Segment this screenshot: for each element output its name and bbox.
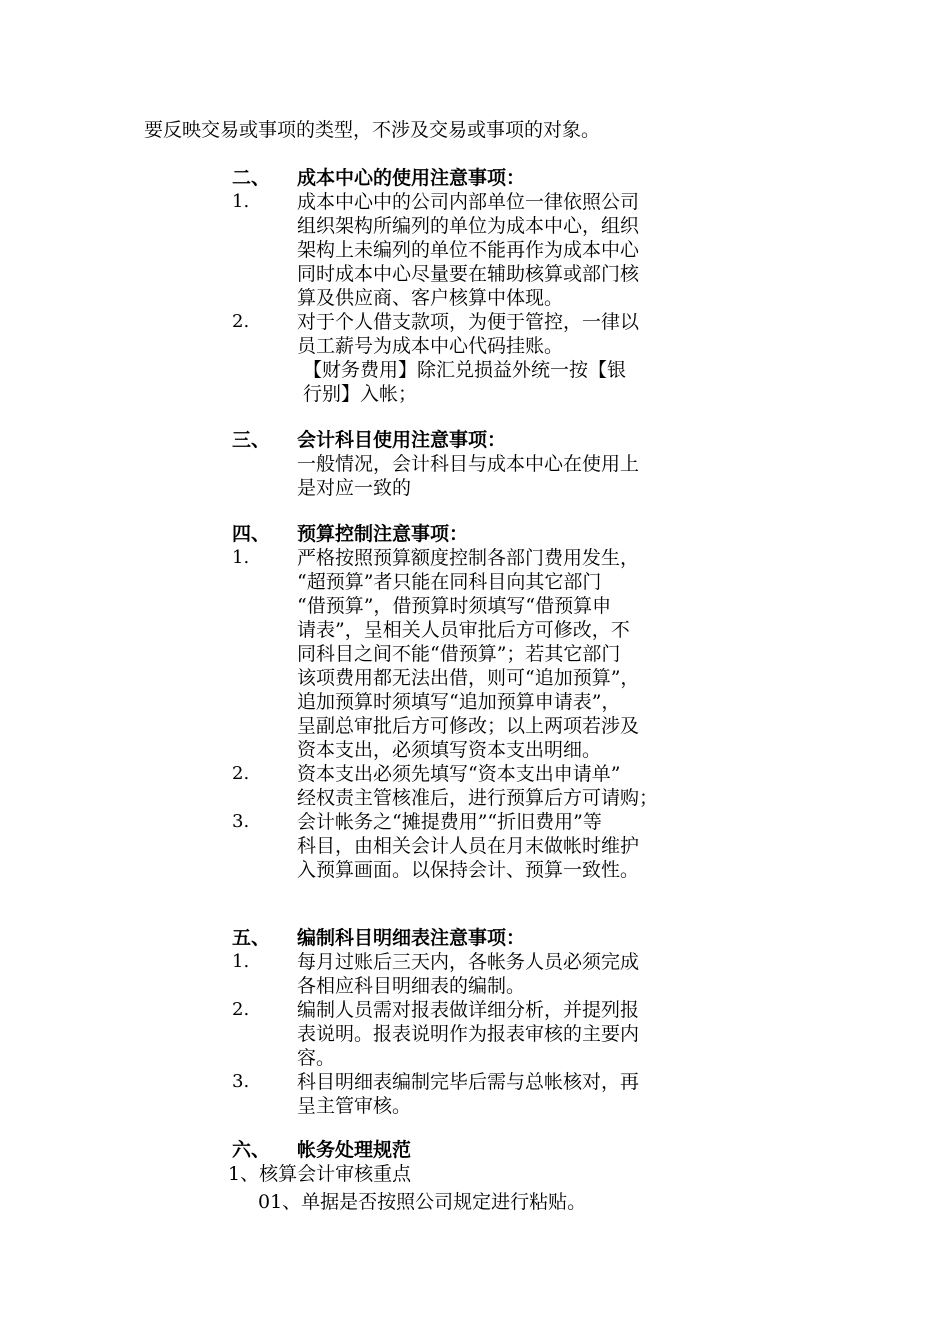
- section-6-number: 六、: [232, 1139, 271, 1161]
- section-3-title: 会计科目使用注意事项：: [297, 429, 507, 451]
- section-2-item-2-line: 员工薪号为成本中心代码挂账。: [297, 335, 564, 357]
- section-4-item-1-line: 该项费用都无法出借，则可“追加预算”，: [297, 667, 640, 689]
- section-4-item-1-line: 同科目之间不能“借预算”；若其它部门: [297, 643, 621, 665]
- section-4-item-1-line: “超预算”者只能在同科目向其它部门: [297, 571, 602, 593]
- section-6-sub-item: 01、单据是否按照公司规定进行粘贴。: [258, 1191, 587, 1213]
- section-4-item-1-line: “借预算”，借预算时须填写“借预算申: [297, 595, 612, 617]
- section-4-item-1-line: 严格按照预算额度控制各部门费用发生，: [297, 547, 640, 569]
- section-3-line: 是对应一致的: [297, 477, 412, 499]
- section-6-title: 帐务处理规范: [297, 1139, 412, 1161]
- section-4-item-1-line: 资本支出，必须填写资本支出明细。: [297, 739, 602, 761]
- section-4-item-2-line: 经权责主管核准后，进行预算后方可请购；: [297, 787, 659, 809]
- section-2-item-2-line: 对于个人借支款项，为便于管控，一律以: [297, 311, 640, 333]
- section-4-item-2-line: 资本支出必须先填写“资本支出申请单”: [297, 763, 621, 785]
- section-5-item-1-line: 每月过账后三天内，各帐务人员必须完成: [297, 951, 640, 973]
- section-2-item-1-line: 算及供应商、客户核算中体现。: [297, 287, 564, 309]
- section-5-item-3-line: 科目明细表编制完毕后需与总帐核对，再: [297, 1071, 640, 1093]
- section-4-number: 四、: [232, 523, 271, 545]
- section-4-item-1-line: 请表”，呈相关人员审批后方可修改，不: [297, 619, 630, 641]
- section-5-item-2-line: 表说明。报表说明作为报表审核的主要内: [297, 1023, 640, 1045]
- section-2-item-2-number: 2.: [232, 311, 250, 332]
- section-5-item-1-line: 各相应科目明细表的编制。: [297, 975, 526, 997]
- section-4-item-1-line: 呈副总审批后方可修改；以上两项若涉及: [297, 715, 640, 737]
- section-5-number: 五、: [232, 927, 271, 949]
- section-4-title: 预算控制注意事项：: [297, 523, 469, 545]
- intro-text: 要反映交易或事项的类型，不涉及交易或事项的对象。: [144, 119, 601, 141]
- section-5-item-3-line: 呈主管审核。: [297, 1095, 412, 1117]
- section-2-note-line: 【财务费用】除汇兑损益外统一按【银: [303, 359, 627, 381]
- section-5-item-2-line: 编制人员需对报表做详细分析，并提列报: [297, 999, 640, 1021]
- section-2-item-1-line: 架构上未编列的单位不能再作为成本中心: [297, 239, 640, 261]
- section-5-item-2-number: 2.: [232, 999, 250, 1020]
- section-2-number: 二、: [232, 167, 271, 189]
- section-2-title: 成本中心的使用注意事项：: [297, 167, 526, 189]
- section-5-item-1-number: 1.: [232, 951, 250, 972]
- section-3-number: 三、: [232, 429, 271, 451]
- section-5-title: 编制科目明细表注意事项：: [297, 927, 526, 949]
- section-4-item-1-number: 1.: [232, 547, 250, 568]
- section-4-item-1-line: 追加预算时须填写“追加预算申请表”，: [297, 691, 621, 713]
- section-2-item-1-line: 成本中心中的公司内部单位一律依照公司: [297, 191, 640, 213]
- section-4-item-3-number: 3.: [232, 811, 250, 832]
- section-4-item-3-line: 入预算画面。以保持会计、预算一致性。: [297, 859, 640, 881]
- section-3-line: 一般情况，会计科目与成本中心在使用上: [297, 453, 640, 475]
- section-2-item-1-line: 同时成本中心尽量要在辅助核算或部门核: [297, 263, 640, 285]
- section-4-item-3-line: 科目，由相关会计人员在月末做帐时维护: [297, 835, 640, 857]
- section-2-item-1-line: 组织架构所编列的单位为成本中心，组织: [297, 215, 640, 237]
- section-4-item-3-line: 会计帐务之“摊提费用”“折旧费用”等: [297, 811, 602, 833]
- section-5-item-2-line: 容。: [297, 1047, 336, 1069]
- section-4-item-2-number: 2.: [232, 763, 250, 784]
- section-5-item-3-number: 3.: [232, 1071, 250, 1092]
- section-2-item-1-number: 1.: [232, 191, 250, 212]
- section-6-subheading: 1、核算会计审核重点: [228, 1163, 412, 1185]
- section-2-note-line: 行别】入帐；: [303, 383, 418, 405]
